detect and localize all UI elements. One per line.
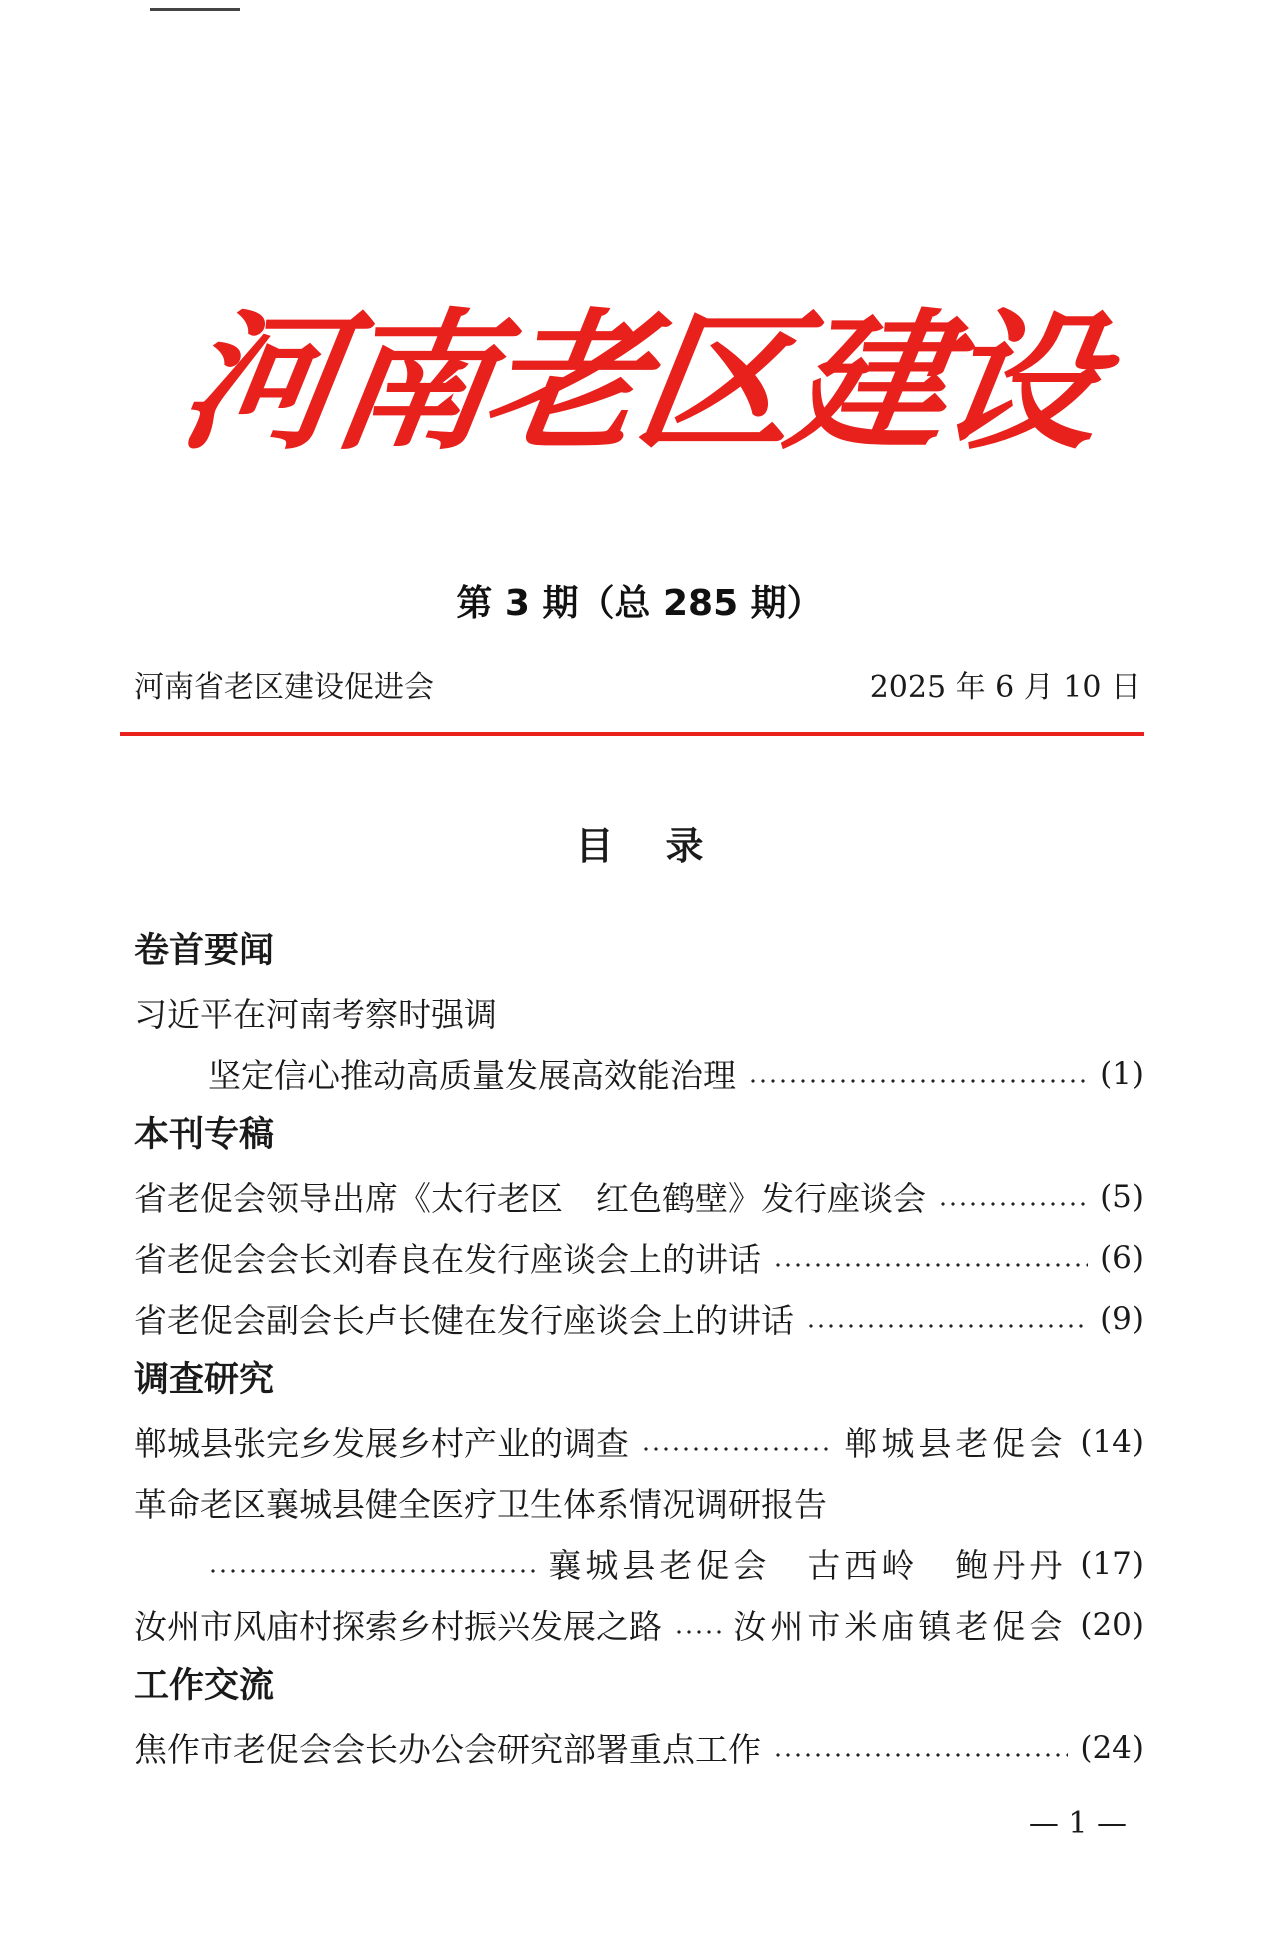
entry-title: 省老促会会长刘春良在发行座谈会上的讲话: [134, 1240, 761, 1279]
scan-edge-mark: [150, 8, 240, 11]
entry-title: 省老促会副会长卢长健在发行座谈会上的讲话: [134, 1301, 794, 1340]
table-of-contents: [134, 920, 1144, 1778]
entry-page: (6): [1100, 1239, 1144, 1276]
toc-entry[interactable]: [134, 1166, 1144, 1227]
toc-entry[interactable]: [134, 982, 1144, 1043]
dot-leader: [773, 1753, 1068, 1757]
masthead-logo: [169, 270, 1107, 471]
entry-page: (5): [1100, 1178, 1144, 1215]
section-heading: 卷首要闻: [134, 931, 275, 971]
dot-leader: [938, 1202, 1088, 1206]
entry-page: (17): [1080, 1545, 1144, 1582]
entry-title: 郸城县张完乡发展乡村产业的调查: [134, 1424, 629, 1463]
entry-author: 襄城县老促会 古西岭 鲍丹丹: [548, 1546, 1067, 1585]
toc-title: 目录: [575, 824, 756, 868]
dot-leader: [674, 1630, 721, 1634]
entry-author: 汝州市米庙镇老促会: [733, 1607, 1067, 1646]
entry-title: 汝州市风庙村探索乡村振兴发展之路: [134, 1607, 662, 1646]
section-heading: 本刊专稿: [134, 1115, 275, 1155]
toc-entry[interactable]: [134, 1472, 1144, 1533]
toc-entry[interactable]: [134, 1411, 1144, 1472]
entry-author: 郸城县老促会: [844, 1424, 1067, 1463]
entry-title: 习近平在河南考察时强调: [134, 995, 497, 1034]
section-heading: 调查研究: [134, 1360, 275, 1400]
toc-entry[interactable]: [134, 1043, 1144, 1104]
entry-title: 革命老区襄城县健全医疗卫生体系情况调研报告: [134, 1485, 827, 1524]
entry-page: (20): [1080, 1606, 1144, 1643]
toc-entry[interactable]: [134, 1594, 1144, 1655]
toc-entry[interactable]: [134, 1717, 1144, 1778]
dot-leader: [208, 1569, 536, 1573]
toc-entry[interactable]: [134, 1227, 1144, 1288]
section-heading: 工作交流: [134, 1666, 275, 1706]
dot-leader: [806, 1324, 1088, 1328]
publish-date: 2025 年 6 月 10 日: [869, 670, 1141, 705]
dot-leader: [773, 1263, 1088, 1267]
page-number: — 1 —: [1028, 1806, 1127, 1841]
entry-page: (14): [1080, 1423, 1144, 1460]
toc-entry[interactable]: [134, 1533, 1144, 1594]
entry-page: (24): [1080, 1729, 1144, 1766]
entry-page: (9): [1100, 1300, 1144, 1337]
entry-title: 省老促会领导出席《太行老区 红色鹤壁》发行座谈会: [134, 1179, 926, 1218]
toc-entry[interactable]: [134, 1288, 1144, 1349]
issue-number: 第 3 期（总 285 期）: [456, 583, 823, 624]
entry-page: (1): [1100, 1055, 1144, 1092]
dot-leader: [748, 1079, 1088, 1083]
entry-title: 坚定信心推动高质量发展高效能治理: [208, 1056, 736, 1095]
publisher-name: 河南省老区建设促进会: [134, 670, 434, 705]
masthead-calligraphy: 河南老区建设: [169, 294, 1107, 471]
red-divider: [120, 732, 1144, 736]
dot-leader: [641, 1447, 832, 1451]
entry-title: 焦作市老促会会长办公会研究部署重点工作: [134, 1730, 761, 1769]
